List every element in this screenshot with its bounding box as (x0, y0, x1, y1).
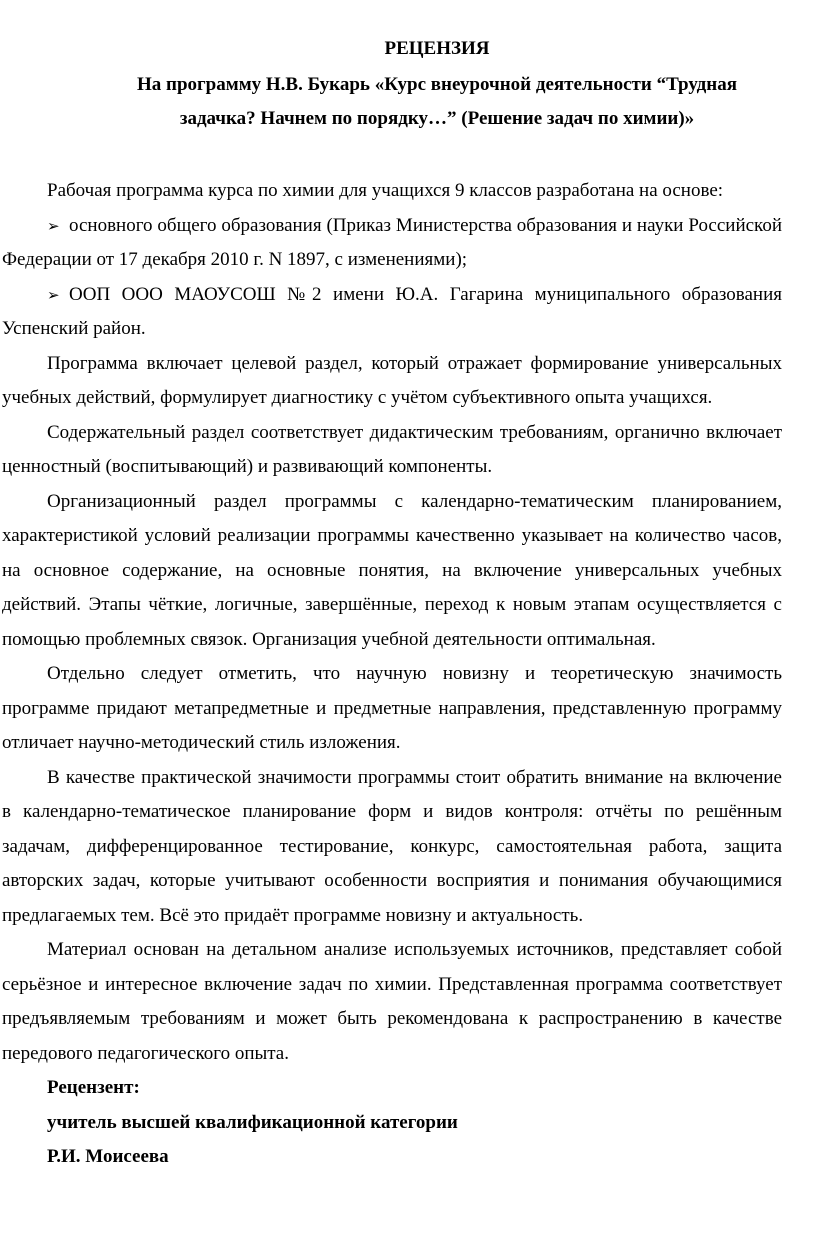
reviewer-name: Р.И. Моисеева (47, 1146, 169, 1167)
bullet-item (2, 209, 782, 278)
body-paragraph: Материал основан на детальном анализе используемых источников, представляет собой серьёзное и интересное включение задач по химии. Представленная программа соответствует предъявляемым требованиям и может быть рекомендована к распространению в качестве передового педагогического опыта. (2, 939, 782, 1064)
document-title: РЕЦЕНЗИЯ (384, 38, 490, 59)
body-paragraph: Отдельно следует отметить, что научную новизну и теоретическую значимость программе придают метапредметные и предметные направления, представленную программу отличает научно-методический стиль изложения. (2, 663, 782, 753)
body-paragraph: В качестве практической значимости программы стоит обратить внимание на включение в календарно-тематическое планирование форм и видов контроля: отчёты по решённым задачам, дифференцированное тестирование, конкурс, самостоятельная работа, защита авторских задач, которые учитывают особенности восприятия и понимания обучающимися предлагаемых тем. Всё это придаёт программе новизну и актуальность. (2, 766, 782, 926)
bullet-item (2, 278, 782, 347)
bullet-text: основного общего образования (Приказ Министерства образования и науки Российской Федерации от 17 декабря 2010 г. N 1897, с изменениями); (2, 214, 782, 270)
reviewer-label: Рецензент: (47, 1077, 140, 1098)
arrow-bullet-icon: ➢ (47, 285, 60, 304)
arrow-bullet-icon: ➢ (47, 216, 60, 235)
subtitle-line-1: На программу Н.В. Букарь «Курс внеурочной деятельности “Трудная (137, 74, 737, 95)
bullet-text: ООП ООО МАОУСОШ №2 имени Ю.А. Гагарина муниципального образования Успенский район. (2, 283, 782, 339)
intro-paragraph: Рабочая программа курса по химии для учащихся 9 классов разработана на основе: (47, 180, 724, 201)
body-paragraph: Программа включает целевой раздел, который отражает формирование универсальных учебных действий, формулирует диагностику с учётом субъективного опыта учащихся. (2, 352, 782, 408)
body-paragraph: Содержательный раздел соответствует дидактическим требованиям, органично включает ценностный (воспитывающий) и развивающий компоненты. (2, 421, 782, 477)
reviewer-position: учитель высшей квалификационной категории (47, 1111, 458, 1133)
document-subtitle (92, 66, 782, 136)
body-paragraph: Организационный раздел программы с календарно-тематическим планированием, характеристикой условий реализации программы качественно указывает на количество часов, на основное содержание, на основные понятия, на включение универсальных учебных действий. Этапы чёткие, логичные, завершённые, переход к новым этапам осуществляется с помощью проблемных связок. Организация учебной деятельности оптимальная. (2, 490, 782, 650)
subtitle-line-2: задачка? Начнем по порядку…” (Решение задач по химии)» (179, 108, 695, 129)
